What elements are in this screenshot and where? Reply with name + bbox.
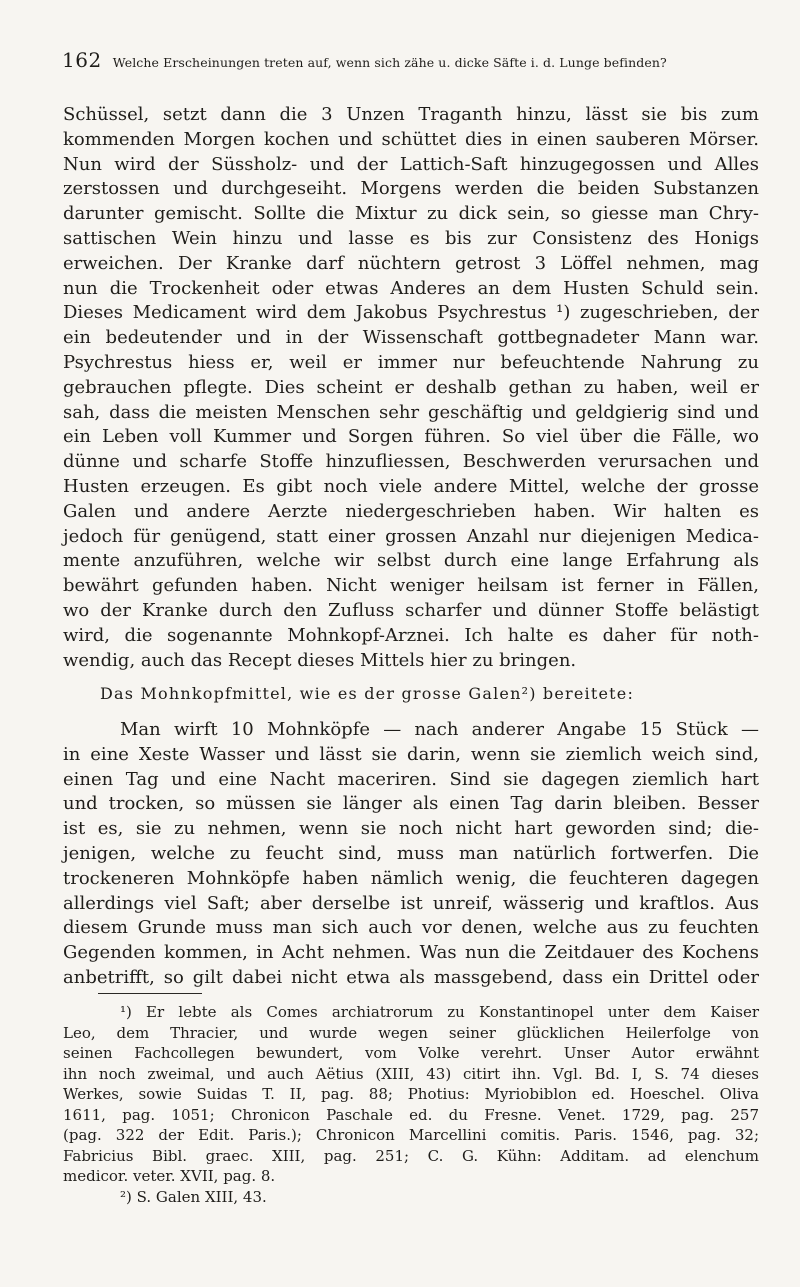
text-line: mente anzuführen, welche wir selbst durch eine lange Erfahrung als (63, 550, 759, 572)
text-line: nun die Trockenheit oder etwas Anderes an dem Husten Schuld sein. (63, 277, 759, 299)
text-line: Man wirft 10 Mohnköpfe — nach anderer Angabe 15 Stück — (120, 719, 759, 740)
footnote-line: Leo, dem Thracier, und wurde wegen seiner glücklichen Heilerfolge von (63, 1023, 759, 1042)
text-line: jenigen, welche zu feucht sind, muss man natürlich fortwerfen. Die (63, 842, 759, 864)
text-line: und trocken, so müssen sie länger als einen Tag darin bleiben. Besser (63, 793, 759, 815)
footnote-divider (98, 993, 202, 994)
text-line: wird, die sogenannte Mohnkopf-Arznei. Ich halte es daher für noth- (63, 624, 759, 646)
text-line: gebrauchen pflegte. Dies scheint er deshalb gethan zu haben, weil er (63, 376, 759, 398)
text-line: Schüssel, setzt dann die 3 Unzen Traganth hinzu, lässt sie bis zum (63, 104, 759, 125)
text-line: allerdings viel Saft; aber derselbe ist unreif, wässerig und kraftlos. Aus (63, 892, 759, 914)
section-paragraph (63, 718, 759, 991)
text-line: diesem Grunde muss man sich auch vor denen, welche aus zu feuchten (63, 917, 759, 939)
text-line: jedoch für genügend, statt einer grossen Anzahl nur diejenigen Medica- (63, 525, 759, 547)
footnote-line: seinen Fachcollegen bewundert, vom Volke verehrt. Unser Autor erwähnt (63, 1044, 759, 1062)
text-line: dünne und scharfe Stoffe hinzufliessen, Beschwerden verursachen und (63, 451, 759, 473)
footnote-line: ²) S. Galen XIII, 43. (120, 1187, 267, 1206)
text-line: sah, dass die meisten Menschen sehr geschäftig und geldgierig sind und (63, 401, 759, 423)
text-line: bewährt gefunden haben. Nicht weniger heilsam ist ferner in Fällen, (63, 575, 759, 597)
running-title: Welche Erscheinungen treten auf, wenn sich zähe u. dicke Säfte i. d. Lunge befinden? (112, 55, 667, 70)
text-line: anbetrifft, so gilt dabei nicht etwa als massgebend, dass ein Drittel oder (63, 966, 759, 988)
footnote-line: ¹) Er lebte als Comes archiatrorum zu Konstantinopel unter dem Kaiser (120, 1003, 759, 1021)
text-line: Nun wird der Süssholz- und der Lattich-Saft hinzugegossen und Alles (63, 153, 759, 175)
text-line: wendig, auch das Recept dieses Mittels hier zu bringen. (63, 649, 577, 671)
section-heading: Das Mohnkopfmittel, wie es der grosse Galen²) bereitete: (100, 684, 635, 703)
footnotes (63, 1002, 759, 1207)
text-line: trockeneren Mohnköpfe haben nämlich wenig, die feuchteren dagegen (63, 867, 759, 889)
main-paragraph (63, 103, 759, 673)
footnote-line: medicor. veter. XVII, pag. 8. (63, 1167, 276, 1185)
text-line: darunter gemischt. Sollte die Mixtur zu dick sein, so giesse man Chry- (63, 203, 759, 225)
footnote-line: ihn noch zweimal, und auch Aëtius (XIII, 43) citirt ihn. Vgl. Bd. I, S. 74 dieses (63, 1064, 759, 1083)
text-line: Dieses Medicament wird dem Jakobus Psychrestus ¹) zugeschrieben, der (63, 302, 759, 324)
text-line: in eine Xeste Wasser und lässt sie darin, wenn sie ziemlich weich sind, (63, 743, 759, 765)
text-line: einen Tag und eine Nacht maceriren. Sind sie dagegen ziemlich hart (63, 768, 759, 790)
text-line: sattischen Wein hinzu und lasse es bis zur Consistenz des Honigs (63, 227, 759, 249)
text-line: ein Leben voll Kummer und Sorgen führen. So viel über die Fälle, wo (63, 426, 759, 448)
text-line: zerstossen und durchgeseiht. Morgens werden die beiden Substanzen (63, 178, 759, 200)
text-line: Gegenden kommen, in Acht nehmen. Was nun die Zeitdauer des Kochens (63, 942, 759, 964)
text-line: Psychrestus hiess er, weil er immer nur befeuchtende Nahrung zu (63, 351, 759, 373)
footnote-line: Werkes, sowie Suidas T. II, pag. 88; Photius: Myriobiblon ed. Hoeschel. Oliva (63, 1085, 759, 1103)
text-line: kommenden Morgen kochen und schüttet dies in einen sauberen Mörser. (63, 128, 759, 150)
text-line: Galen und andere Aerzte niedergeschrieben haben. Wir halten es (63, 500, 759, 522)
text-line: erweichen. Der Kranke darf nüchtern getrost 3 Löffel nehmen, mag (63, 252, 759, 274)
page-header (62, 48, 762, 78)
text-line: ein bedeutender und in der Wissenschaft gottbegnadeter Mann war. (63, 327, 759, 349)
footnote-line: (pag. 322 der Edit. Paris.); Chronicon Marcellini comitis. Paris. 1546, pag. 32; (63, 1126, 759, 1144)
text-line: ist es, sie zu nehmen, wenn sie noch nicht hart geworden sind; die- (63, 818, 759, 840)
footnote-line: 1611, pag. 1051; Chronicon Paschale ed. du Fresne. Venet. 1729, pag. 257 (63, 1105, 759, 1124)
page-number: 162 (62, 48, 102, 72)
text-line: Husten erzeugen. Es gibt noch viele andere Mittel, welche der grosse (63, 475, 759, 497)
footnote-line: Fabricius Bibl. graec. XIII, pag. 251; C. G. Kühn: Additam. ad elenchum (63, 1146, 759, 1165)
text-line: wo der Kranke durch den Zufluss scharfer und dünner Stoffe belästigt (63, 599, 759, 621)
